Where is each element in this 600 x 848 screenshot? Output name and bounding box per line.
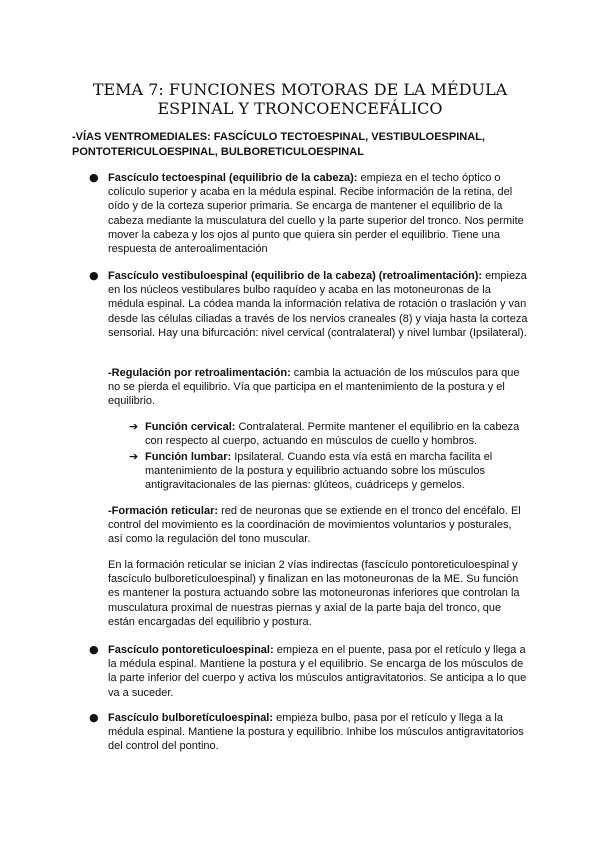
sub-item-heading: Función lumbar: (145, 451, 232, 463)
list-item-tectoespinal (108, 171, 528, 256)
paragraph-regulacion (108, 366, 528, 409)
list-item-vestibuloespinal (108, 269, 528, 340)
sublist-item-cervical (145, 420, 530, 448)
item-heading: Fascículo tectoespinal (equilibrio de la cabeza): (108, 172, 358, 184)
section-subtitle: -VÍAS VENTROMEDIALES: FASCÍCULO TECTOESPINAL, VESTIBULOESPINAL, PONTOTERICULOESPINAL, BULBORETICULOESPINAL (72, 131, 485, 158)
title-line-1: TEMA 7: FUNCIONES MOTORAS DE LA MÉDULA (92, 80, 508, 99)
paragraph-text: red de neuronas que se extiende en el tronco del encéfalo. El control del movimiento es la coordinación de movimientos voluntarios y posturales, así como la regulación del tono muscular. (108, 505, 521, 546)
sub-item-text: Ipsilateral. Cuando esta vía está en marcha facilita el mantenimiento de la postura y equilibrio actuando sobre los músculos antigravitacionales de las piernas: glúteos, cuádriceps y gemelos. (145, 451, 493, 492)
list-item-pontoreticuloespinal (108, 643, 528, 700)
page-title (60, 80, 540, 118)
bullet-icon: ● (89, 269, 99, 282)
bullet-icon: ● (89, 711, 99, 724)
item-heading: Fascículo vestibuloespinal (equilibrio de la cabeza) (retroalimentación): (108, 270, 483, 282)
sublist-item-lumbar (145, 450, 530, 493)
item-text: empieza en el techo óptico o colículo superior y acaba en la médula espinal. Recibe información de la retina, del oído y de la corteza superior primaria. Se encarga de mantener el equilibrio de la cabeza mediante la musculatura del cuello y la parte superior del tronco. Nos permite mover la cabeza y los ojos al punto que quiera sin perder el equilibrio. Tiene una respuesta de anteroalimentación (108, 172, 524, 256)
arrow-right-icon: ➔ (129, 420, 139, 433)
paragraph-text: cambia la actuación de los músculos para que no se pierda el equilibrio. Vía que participa en el mantenimiento de la postura y el equilibrio. (108, 367, 520, 408)
item-text: empieza en los núcleos vestibulares bulbo raquídeo y acaba en las motoneuronas de la médula espinal. La códea manda la información relativa de rotación o traslación y van desde las células ciliadas a través de los nervios craneales (8) y viaja hasta la corteza sensorial. Hay una bifurcación: nivel cervical (contralateral) y nivel lumbar (Ipsilateral). (108, 270, 528, 339)
item-heading: Fascículo pontoreticuloespinal: (108, 644, 274, 656)
list-item-bulboreticuloespinal (108, 711, 528, 754)
item-text: empieza bulbo, pasa por el retículo y llega a la médula espinal. Mantiene la postura y equilibrio. Inhibe los músculos antigravitatorios del control del pontino. (108, 712, 524, 753)
paragraph-formacion-reticular-vias (108, 558, 528, 629)
paragraph-text: En la formación reticular se inician 2 vías indirectas (fascículo pontoreticuloespinal y fascículo bulboretículoespinal) y finalizan en las motoneuronas de la ME. Su función es mantener la postura actuando sobre las motoneuronas inferiores que controlan la musculatura proximal de nuestras piernas y axial de la parte baja del tronco, que están encargadas del equilibrio y postura. (108, 559, 520, 628)
arrow-right-icon: ➔ (129, 450, 139, 463)
sub-item-heading: Función cervical: (145, 421, 236, 433)
item-text: empieza en el puente, pasa por el retículo y llega a la médula espinal. Mantiene la postura y el equilibrio. Se encarga de los músculos de la parte inferior del cuerpo y activa los músculos antigravitatorios. Se anticipa a lo que va a suceder. (108, 644, 527, 699)
title-line-2: ESPINAL Y TRONCOENCEFÁLICO (157, 99, 443, 118)
paragraph-heading: -Regulación por retroalimentación: (108, 367, 291, 379)
item-heading: Fascículo bulboretículoespinal: (108, 712, 274, 724)
paragraph-heading: -Formación reticular: (108, 505, 219, 517)
bullet-icon: ● (89, 643, 99, 656)
bullet-icon: ● (89, 171, 99, 184)
sub-item-text: Contralateral. Permite mantener el equilibrio en la cabeza con respecto al cuerpo, actuando en músculos de cuello y hombros. (145, 421, 520, 448)
paragraph-formacion-reticular (108, 504, 528, 547)
